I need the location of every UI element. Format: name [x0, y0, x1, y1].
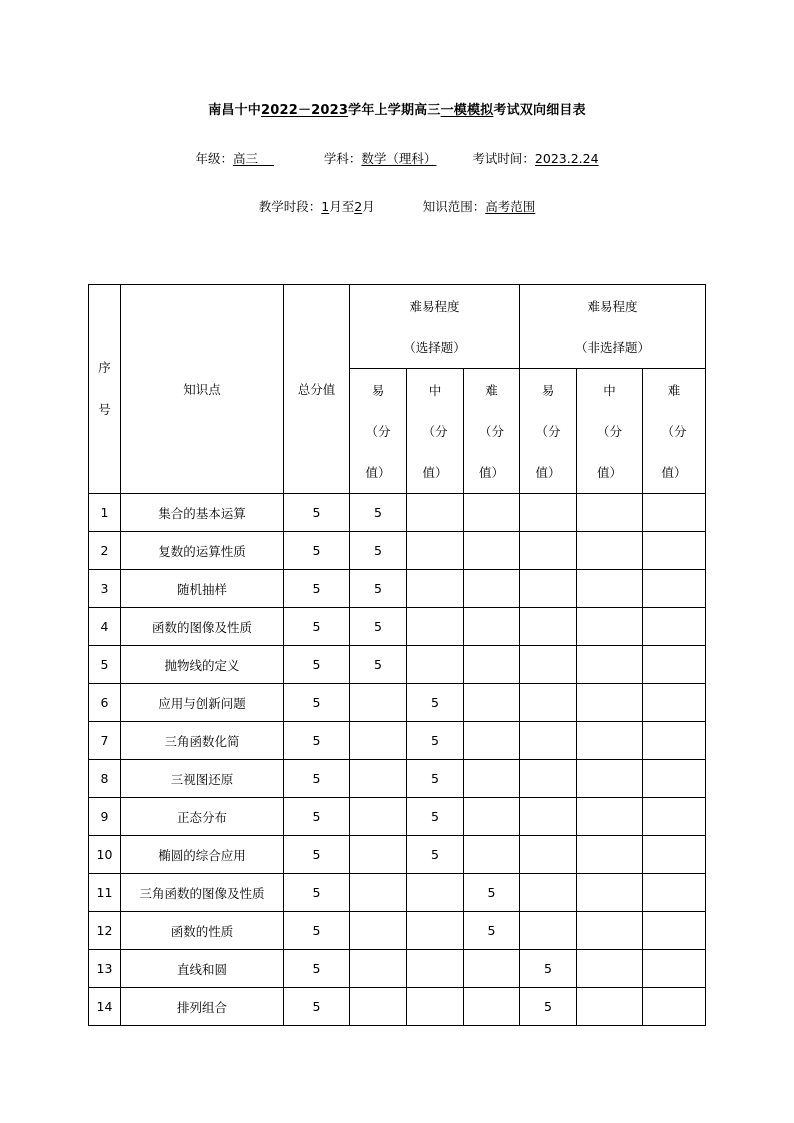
nonchoice-medium-score	[577, 494, 643, 532]
row-number: 10	[89, 836, 121, 874]
table-row	[89, 646, 706, 684]
choice-hard-score	[464, 836, 520, 874]
nonchoice-hard-score	[643, 532, 706, 570]
nonchoice-hard-score	[643, 988, 706, 1026]
table-row	[89, 570, 706, 608]
total-score: 5	[284, 684, 350, 722]
subject-label: 学科：	[323, 151, 362, 166]
nonchoice-hard-score	[643, 836, 706, 874]
period-end-month: 2	[354, 199, 363, 214]
table-row	[89, 874, 706, 912]
subject-value: 数学（理科）	[361, 151, 437, 166]
table-row	[89, 608, 706, 646]
row-number: 6	[89, 684, 121, 722]
row-number: 1	[89, 494, 121, 532]
row-number: 8	[89, 760, 121, 798]
choice-medium-score	[407, 608, 464, 646]
school-year: 2022－2023	[261, 103, 349, 118]
nonchoice-easy-score	[520, 532, 577, 570]
row-number: 2	[89, 532, 121, 570]
meta-line-1	[0, 149, 794, 167]
table-row	[89, 494, 706, 532]
document-title	[0, 99, 794, 118]
total-score: 5	[284, 570, 350, 608]
school-name: 南昌十中	[208, 103, 261, 118]
choice-medium-score	[407, 950, 464, 988]
nonchoice-medium-score	[577, 760, 643, 798]
nonchoice-easy-score	[520, 798, 577, 836]
choice-hard-score	[464, 608, 520, 646]
grade-value: 高三	[232, 151, 258, 166]
row-number: 14	[89, 988, 121, 1026]
nonchoice-hard-score	[643, 494, 706, 532]
total-score: 5	[284, 532, 350, 570]
nonchoice-medium-score	[577, 608, 643, 646]
choice-medium-score	[407, 988, 464, 1026]
nonchoice-medium-score	[577, 722, 643, 760]
period-unit: 月	[362, 199, 375, 214]
nonchoice-hard-score	[643, 722, 706, 760]
choice-hard-score	[464, 950, 520, 988]
table-row	[89, 836, 706, 874]
choice-hard-score: 5	[464, 874, 520, 912]
choice-hard-score	[464, 646, 520, 684]
choice-easy-score	[350, 798, 407, 836]
knowledge-point: 抛物线的定义	[121, 646, 284, 684]
period-start-month: 1	[321, 199, 330, 214]
knowledge-point: 集合的基本运算	[121, 494, 284, 532]
choice-medium-score	[407, 912, 464, 950]
choice-easy-score	[350, 722, 407, 760]
nonchoice-hard-score	[643, 608, 706, 646]
nonchoice-medium-score	[577, 646, 643, 684]
total-score: 5	[284, 950, 350, 988]
choice-easy-score	[350, 836, 407, 874]
nonchoice-medium-score	[577, 912, 643, 950]
choice-easy-score: 5	[350, 646, 407, 684]
nonchoice-medium-score	[577, 988, 643, 1026]
choice-easy-score: 5	[350, 532, 407, 570]
table-row	[89, 950, 706, 988]
nonchoice-easy-score	[520, 760, 577, 798]
nonchoice-medium-score	[577, 570, 643, 608]
grade-label: 年级：	[195, 151, 233, 166]
exam-time-value: 2023.2.24	[534, 151, 599, 166]
knowledge-point: 排列组合	[121, 988, 284, 1026]
row-number: 13	[89, 950, 121, 988]
nonchoice-hard-score	[643, 570, 706, 608]
nonchoice-medium-score	[577, 798, 643, 836]
row-number: 11	[89, 874, 121, 912]
choice-easy-score	[350, 912, 407, 950]
header-seq: 序 号	[89, 285, 121, 494]
nonchoice-hard-score	[643, 798, 706, 836]
total-score: 5	[284, 798, 350, 836]
knowledge-point: 函数的性质	[121, 912, 284, 950]
table-row	[89, 912, 706, 950]
nonchoice-medium-score	[577, 836, 643, 874]
knowledge-point: 直线和圆	[121, 950, 284, 988]
header-nonchoice-easy: 易 （分 值）	[520, 369, 577, 494]
choice-medium-score	[407, 874, 464, 912]
nonchoice-medium-score	[577, 532, 643, 570]
nonchoice-hard-score	[643, 684, 706, 722]
nonchoice-easy-score	[520, 494, 577, 532]
header-choice-medium: 中 （分 值）	[407, 369, 464, 494]
nonchoice-easy-score	[520, 570, 577, 608]
knowledge-point: 三角函数的图像及性质	[121, 874, 284, 912]
choice-hard-score	[464, 798, 520, 836]
exam-time-label: 考试时间：	[472, 151, 535, 166]
total-score: 5	[284, 494, 350, 532]
table-row	[89, 798, 706, 836]
knowledge-scope-label: 知识范围：	[422, 199, 486, 214]
nonchoice-hard-score	[643, 760, 706, 798]
choice-medium-score	[407, 532, 464, 570]
total-score: 5	[284, 988, 350, 1026]
table-row	[89, 532, 706, 570]
header-nonchoice-difficulty: 难易程度 （非选择题）	[520, 285, 706, 369]
table-row	[89, 760, 706, 798]
nonchoice-hard-score	[643, 646, 706, 684]
teaching-period-label: 教学时段：	[258, 199, 322, 214]
header-total-score: 总分值	[284, 285, 350, 494]
choice-easy-score: 5	[350, 570, 407, 608]
row-number: 4	[89, 608, 121, 646]
period-mid-text: 月至	[329, 199, 355, 214]
nonchoice-easy-score	[520, 608, 577, 646]
total-score: 5	[284, 608, 350, 646]
choice-medium-score: 5	[407, 836, 464, 874]
knowledge-point: 椭圆的综合应用	[121, 836, 284, 874]
table-row	[89, 722, 706, 760]
choice-easy-score	[350, 874, 407, 912]
knowledge-point: 函数的图像及性质	[121, 608, 284, 646]
knowledge-point: 三视图还原	[121, 760, 284, 798]
knowledge-point: 应用与创新问题	[121, 684, 284, 722]
knowledge-point: 正态分布	[121, 798, 284, 836]
choice-medium-score: 5	[407, 760, 464, 798]
choice-medium-score	[407, 494, 464, 532]
row-number: 9	[89, 798, 121, 836]
choice-easy-score	[350, 988, 407, 1026]
nonchoice-easy-score	[520, 722, 577, 760]
choice-hard-score	[464, 570, 520, 608]
nonchoice-easy-score: 5	[520, 950, 577, 988]
meta-line-2	[0, 197, 794, 215]
choice-hard-score	[464, 760, 520, 798]
choice-hard-score	[464, 532, 520, 570]
total-score: 5	[284, 760, 350, 798]
table-row	[89, 684, 706, 722]
total-score: 5	[284, 836, 350, 874]
header-knowledge-point: 知识点	[121, 285, 284, 494]
choice-medium-score: 5	[407, 722, 464, 760]
knowledge-point: 复数的运算性质	[121, 532, 284, 570]
choice-medium-score	[407, 570, 464, 608]
table-row	[89, 988, 706, 1026]
choice-hard-score	[464, 684, 520, 722]
header-choice-easy: 易 （分 值）	[350, 369, 407, 494]
header-nonchoice-medium: 中 （分 值）	[577, 369, 643, 494]
row-number: 12	[89, 912, 121, 950]
total-score: 5	[284, 874, 350, 912]
nonchoice-medium-score	[577, 684, 643, 722]
header-nonchoice-hard: 难 （分 值）	[643, 369, 706, 494]
total-score: 5	[284, 722, 350, 760]
nonchoice-medium-score	[577, 874, 643, 912]
nonchoice-easy-score	[520, 684, 577, 722]
knowledge-point: 三角函数化简	[121, 722, 284, 760]
choice-hard-score	[464, 722, 520, 760]
choice-medium-score: 5	[407, 684, 464, 722]
choice-easy-score: 5	[350, 608, 407, 646]
choice-hard-score: 5	[464, 912, 520, 950]
knowledge-point: 随机抽样	[121, 570, 284, 608]
choice-easy-score: 5	[350, 494, 407, 532]
choice-easy-score	[350, 950, 407, 988]
choice-medium-score	[407, 646, 464, 684]
header-choice-hard: 难 （分 值）	[464, 369, 520, 494]
row-number: 5	[89, 646, 121, 684]
nonchoice-easy-score	[520, 836, 577, 874]
exam-name: 一模模拟	[440, 103, 494, 118]
knowledge-scope-value: 高考范围	[485, 199, 536, 214]
choice-hard-score	[464, 494, 520, 532]
table-name: 考试双向细目表	[493, 103, 586, 118]
choice-hard-score	[464, 988, 520, 1026]
total-score: 5	[284, 646, 350, 684]
choice-easy-score	[350, 684, 407, 722]
nonchoice-hard-score	[643, 912, 706, 950]
header-choice-difficulty: 难易程度 （选择题）	[350, 285, 520, 369]
nonchoice-easy-score	[520, 874, 577, 912]
nonchoice-medium-score	[577, 950, 643, 988]
nonchoice-hard-score	[643, 874, 706, 912]
nonchoice-easy-score	[520, 912, 577, 950]
nonchoice-easy-score: 5	[520, 988, 577, 1026]
nonchoice-hard-score	[643, 950, 706, 988]
total-score: 5	[284, 912, 350, 950]
semester-text: 学年上学期高三	[348, 103, 441, 118]
choice-medium-score: 5	[407, 798, 464, 836]
row-number: 3	[89, 570, 121, 608]
row-number: 7	[89, 722, 121, 760]
nonchoice-easy-score	[520, 646, 577, 684]
choice-easy-score	[350, 760, 407, 798]
specification-table	[88, 284, 706, 1026]
